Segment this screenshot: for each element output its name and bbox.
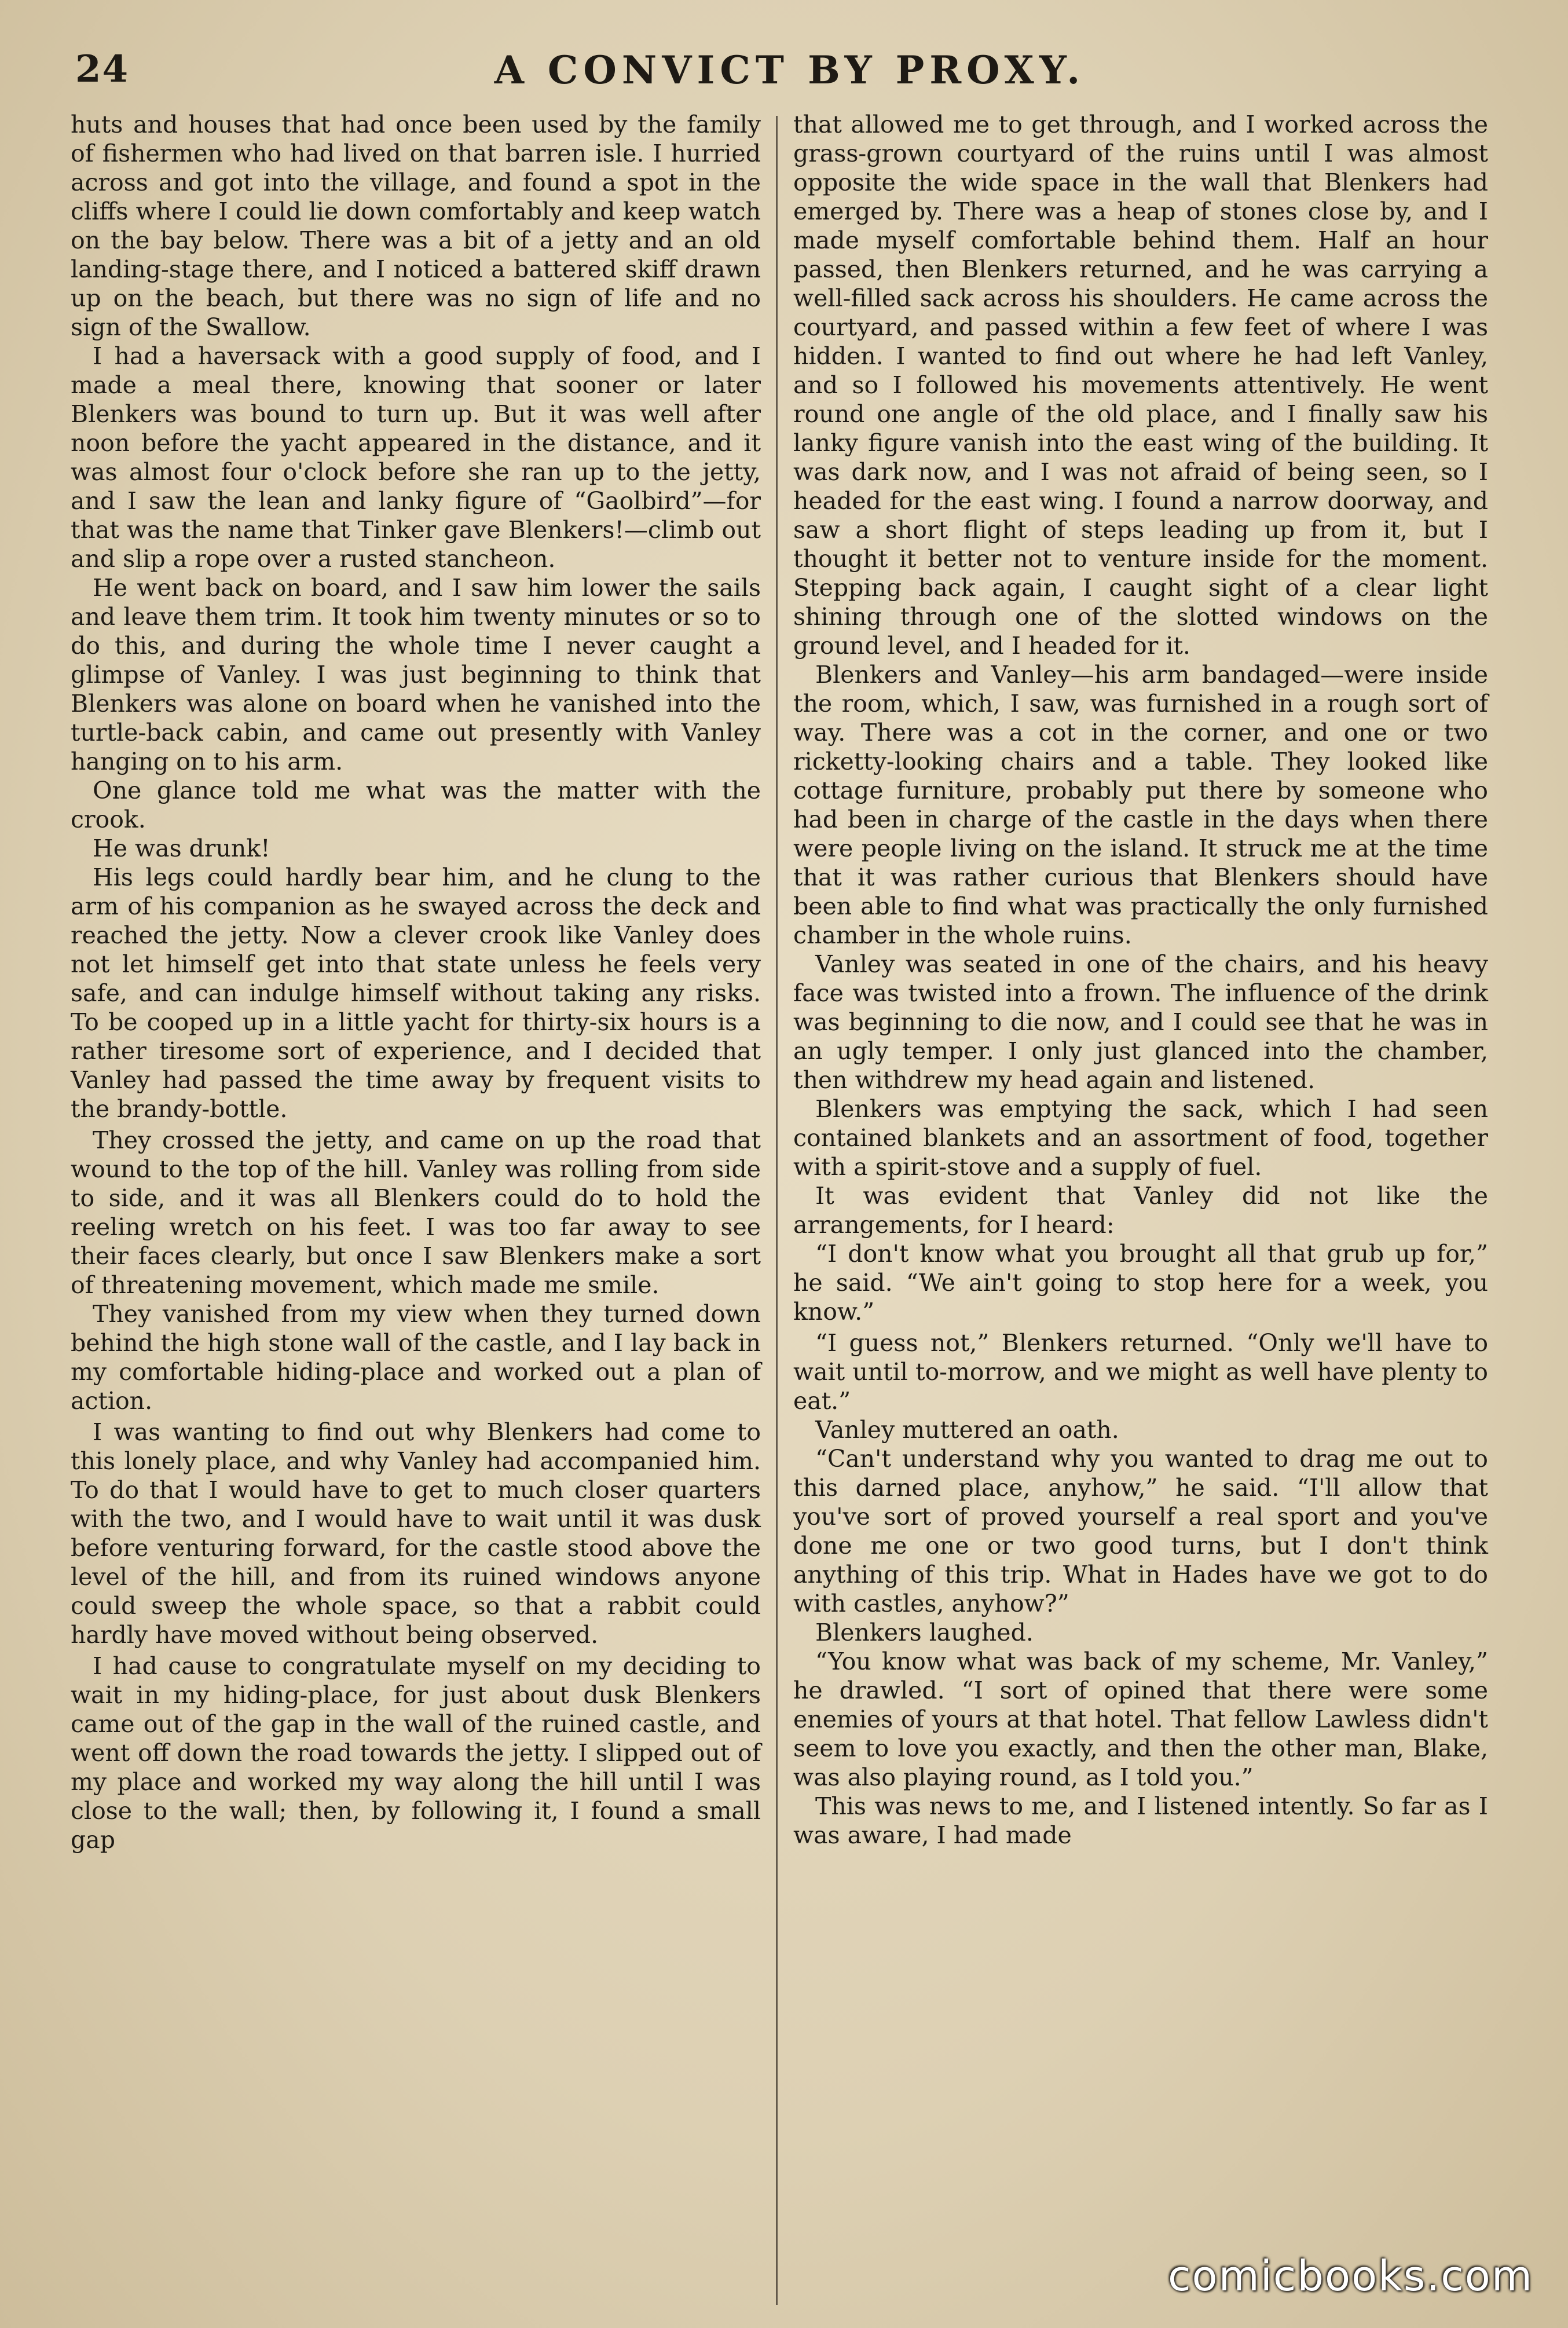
paragraph: It was evident that Vanley did not like the arrangements, for I heard: xyxy=(793,1182,1488,1239)
paragraph: I had a haversack with a good supply of food, and I made a meal there, knowing that sooner or later Blenkers was bound to turn up. But it was well after noon before the yacht appeared in the distance, and it was almost four o'clock before she ran up to the jetty, and I saw the lean and lanky figure of “Gaolbird”—for that was the name that Tinker gave Blenkers!—climb out and slip a rope over a rusted stancheon. xyxy=(71,342,761,573)
paragraph: This was news to me, and I listened intently. So far as I was aware, I had made xyxy=(793,1792,1488,1849)
paragraph: that allowed me to get through, and I worked across the grass-grown courtyard of the ruins until I was almost opposite the wide space in the wall that Blenkers had emerged by. There was a heap of stones close by, and I made myself comfortable behind them. Half an hour passed, then Blenkers returned, and he was carrying a well-filled sack across his shoulders. He came across the courtyard, and passed within a few feet of where I was hidden. I wanted to find out where he had left Vanley, and so I followed his movements attentively. He went round one angle of the old place, and I finally saw his lanky figure vanish into the east wing of the building. It was dark now, and I was not afraid of being seen, so I headed for the east wing. I found a narrow doorway, and saw a short flight of steps leading up from it, but I thought it better not to venture inside for the moment. Stepping back again, I caught sight of a clear light shining through one of the slotted windows on the ground level, and I headed for it. xyxy=(793,111,1488,660)
paragraph: I had cause to congratulate myself on my deciding to wait in my hiding-place, for just about dusk Blenkers came out of the gap in the wall of the ruined castle, and went off down the road towards the jetty. I slipped out of my place and worked my way along the hill until I was close to the wall; then, by following it, I found a small gap xyxy=(71,1652,761,1854)
paragraph: Blenkers and Vanley—his arm bandaged—were inside the room, which, I saw, was furnished in a rough sort of way. There was a cot in the corner, and one or two ricketty-looking chairs and a table. They looked like cottage furniture, probably put there by someone who had been in charge of the castle in the days when there were people living on the island. It struck me at the time that it was rather curious that Blenkers should have been able to find what was practically the only furnished chamber in the whole ruins. xyxy=(793,661,1488,949)
paragraph: He was drunk! xyxy=(93,834,270,862)
paragraph: I was wanting to find out why Blenkers had come to this lonely place, and why Vanley had accompanied him. To do that I would have to get to much closer quarters with the two, and I would have to wait until it was dusk before venturing forward, for the castle stood above the level of the hill, and from its ruined windows anyone could sweep the whole space, so that a rabbit could hardly have moved without being observed. xyxy=(71,1418,761,1649)
paragraph: Vanley was seated in one of the chairs, and his heavy face was twisted into a frown. The influence of the drink was beginning to die now, and I could see that he was in an ugly temper. I only just glanced into the chamber, then withdrew my head again and listened. xyxy=(793,950,1488,1094)
paragraph: huts and houses that had once been used by the family of fishermen who had lived on that barren isle. I hurried across and got into the village, and found a spot in the cliffs where I could lie down comfortably and keep watch on the bay below. There was a bit of a jetty and an old landing-stage there, and I noticed a battered skiff drawn up on the beach, but there was no sign of life and no sign of the Swallow. xyxy=(71,111,761,341)
paragraph: He went back on board, and I saw him lower the sails and leave them trim. It took him twenty minutes or so to do this, and during the whole time I never caught a glimpse of Vanley. I was just beginning to think that Blenkers was alone on board when he vanished into the turtle-back cabin, and came out presently with Vanley hanging on to his arm. xyxy=(71,574,761,775)
right-column xyxy=(793,110,1488,2282)
paragraph: Vanley muttered an oath. xyxy=(815,1416,1119,1444)
paragraph: They vanished from my view when they turned down behind the high stone wall of the castle, and I lay back in my comfortable hiding-place and worked out a plan of action. xyxy=(71,1300,761,1415)
paragraph: Blenkers was emptying the sack, which I had seen contained blankets and an assortment of food, together with a spirit-stove and a supply of fuel. xyxy=(793,1095,1488,1181)
paragraph: His legs could hardly bear him, and he clung to the arm of his companion as he swayed across the deck and reached the jetty. Now a clever crook like Vanley does not let himself get into that state unless he feels very safe, and can indulge himself without taking any risks. To be cooped up in a little yacht for thirty-six hours is a rather tiresome sort of experience, and I decided that Vanley had passed the time away by frequent visits to the brandy-bottle. xyxy=(71,863,761,1123)
watermark: comicbooks.com xyxy=(1167,2252,1533,2300)
column-divider xyxy=(776,116,778,2305)
paragraph: “I guess not,” Blenkers returned. “Only we'll have to wait until to-morrow, and we might as well have plenty to eat.” xyxy=(793,1329,1488,1415)
paragraph: They crossed the jetty, and came on up the road that wound to the top of the hill. Vanley was rolling from side to side, and it was all Blenkers could do to hold the reeling wretch on his feet. I was too far away to see their faces clearly, but once I saw Blenkers make a sort of threatening movement, which made me smile. xyxy=(71,1126,761,1299)
paragraph: Blenkers laughed. xyxy=(815,1619,1034,1646)
page-number: 24 xyxy=(75,47,130,91)
left-column xyxy=(71,110,761,2282)
paragraph: “Can't understand why you wanted to drag me out to this darned place, anyhow,” he said. “I'll allow that you've sort of proved yourself a real sport and you've done me one or two good turns, but I don't think anything of this trip. What in Hades have we got to do with castles, anyhow?” xyxy=(793,1445,1488,1617)
paragraph: “I don't know what you brought all that grub up for,” he said. “We ain't going to stop here for a week, you know.” xyxy=(793,1240,1488,1326)
paragraph: One glance told me what was the matter with the crook. xyxy=(71,777,761,833)
paragraph: “You know what was back of my scheme, Mr. Vanley,” he drawled. “I sort of opined that there were some enemies of yours at that hotel. That fellow Lawless didn't seem to love you exactly, and then the other man, Blake, was also playing round, as I told you.” xyxy=(793,1648,1488,1791)
page-header xyxy=(75,41,1504,104)
running-title: A CONVICT BY PROXY. xyxy=(494,47,1086,93)
